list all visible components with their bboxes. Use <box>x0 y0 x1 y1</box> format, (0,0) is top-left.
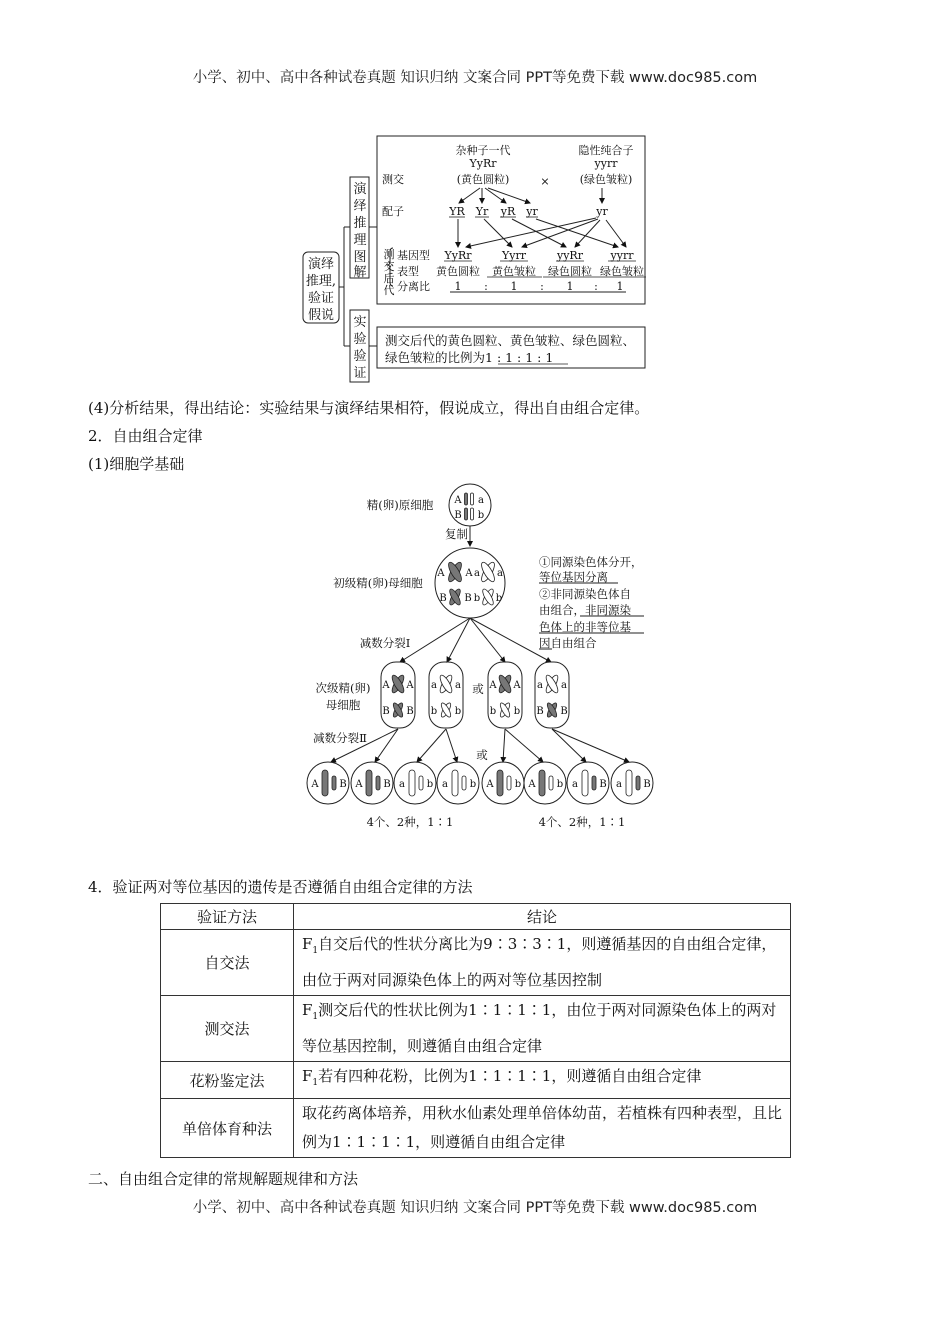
ratio-value: 1 <box>510 280 518 293</box>
note-line: 因自由组合 <box>539 636 597 650</box>
note-line: 等位基因分离 <box>539 570 608 584</box>
gene-label: b <box>426 779 434 790</box>
offspring-phenotype: 黄色皱粒 <box>492 265 536 278</box>
conclusion-text: 测交后代的性状比例为1∶1∶1∶1，由位于两对同源染色体上的两对等位基因控制，则遵循自由组合定律 <box>302 1001 777 1055</box>
parent2-title: 隐性纯合子 <box>578 144 634 157</box>
branch-label: 证 <box>353 366 367 381</box>
meiosis2-label: 减数分裂Ⅱ <box>313 731 367 745</box>
conclusion-text: 取花药离体培养，用秋水仙素处理单倍体幼苗，若植株有四种表型，且比例为1∶1∶1∶1，则遵循自由组合定律 <box>302 1104 783 1151</box>
offspring-phenotype: 绿色圆粒 <box>548 265 592 278</box>
ratio-value: 1 <box>454 280 462 293</box>
gene-label: b <box>514 779 522 790</box>
chromosome-icon <box>592 776 596 790</box>
parent1-phenotype: (黄色圆粒) <box>456 173 510 186</box>
result-label: 4个、2种，1∶1 <box>366 815 454 829</box>
gene-label: B <box>536 706 544 717</box>
offspring-genotype: Yyrr <box>502 249 526 262</box>
gene-label: b <box>454 706 462 717</box>
parent1-genotype: YyRr <box>469 157 497 170</box>
offspring-label: 交 <box>383 260 395 273</box>
gamete: yR <box>500 205 516 218</box>
ratio-sep: : <box>540 280 544 293</box>
or-label: 或 <box>472 682 484 696</box>
offspring-genotype: yyrr <box>610 249 634 262</box>
table-row <box>161 1099 791 1158</box>
gene-label: b <box>556 779 564 790</box>
section-4-title: 4．验证两对等位基因的遗传是否遵循自由组合定律的方法 <box>88 878 473 896</box>
gene-label: A <box>406 680 414 691</box>
chromosome-icon <box>465 508 468 520</box>
verify-text-line2 <box>385 350 553 365</box>
chromosome-icon <box>419 776 423 790</box>
root-label: 假说 <box>307 308 335 323</box>
ratio-sep: : <box>484 280 488 293</box>
f-label: F <box>302 1001 313 1019</box>
conclusion-cell <box>294 1099 791 1158</box>
chromosome-icon <box>322 770 328 796</box>
meiosis1-label: 减数分裂Ⅰ <box>359 636 411 650</box>
gene-label: a <box>616 779 622 790</box>
parent2-phenotype: (绿色皱粒) <box>579 173 633 186</box>
chromosome-icon <box>497 770 503 796</box>
row-label-genotype: 基因型 <box>397 249 430 262</box>
gene-label: b <box>489 706 497 717</box>
gene-label: a <box>474 568 480 579</box>
cross-label: 测交 <box>382 173 404 186</box>
table-header: 验证方法 <box>161 904 294 930</box>
f-subscript: 1 <box>312 1012 319 1022</box>
or-label: 或 <box>476 748 488 762</box>
gene-label: B <box>464 593 472 604</box>
section-2-1-title: (1)细胞学基础 <box>88 455 185 473</box>
root-label: 演绎 <box>307 257 335 272</box>
gene-label: a <box>431 680 437 691</box>
f-subscript: 1 <box>312 946 319 956</box>
chromosome-icon <box>636 776 640 790</box>
gene-label: A <box>465 568 473 579</box>
gene-label: A <box>513 680 521 691</box>
offspring-genotype: yyRr <box>557 249 583 262</box>
gene-label: B <box>382 706 390 717</box>
chromosome-icon <box>549 776 553 790</box>
gene-label: A <box>437 568 445 579</box>
chromosome-icon <box>462 776 466 790</box>
note-line: 由组合，非同源染 <box>539 603 631 617</box>
method-cell: 花粉鉴定法 <box>161 1062 294 1099</box>
gamete: yr <box>596 205 608 218</box>
root-label: 推理, <box>305 274 337 289</box>
offspring-label: 测 <box>383 248 395 261</box>
row-label-ratio: 分离比 <box>397 280 430 293</box>
chromosome-icon <box>507 776 511 790</box>
method-cell: 自交法 <box>161 930 294 996</box>
gamete: Yr <box>475 205 489 218</box>
gene-label: B <box>599 779 607 790</box>
chromosome-icon <box>366 770 372 796</box>
offspring-label: 代 <box>383 284 395 297</box>
chromosome-icon <box>409 770 415 796</box>
gene-label: b <box>495 593 503 604</box>
gene-label: A <box>382 680 390 691</box>
secondary-cell <box>535 662 569 728</box>
offspring-genotype: YyRr <box>444 249 472 262</box>
chromosome-icon <box>376 776 380 790</box>
offspring-phenotype: 黄色圆粒 <box>436 265 480 278</box>
gene-label: B <box>560 706 568 717</box>
page-footer: 小学、初中、高中各种试卷真题 知识归纳 文案合同 PPT等免费下载 www.doc985.com <box>192 1200 758 1216</box>
section-2-title: 2．自由组合定律 <box>88 427 203 445</box>
f-label: F <box>302 1067 313 1085</box>
parent2-genotype: yyrr <box>594 157 618 170</box>
branch-label: 演 <box>353 182 367 197</box>
table-row <box>161 1062 791 1099</box>
gamete: YR <box>449 205 465 218</box>
conclusion-cell <box>294 1062 791 1099</box>
secondary-cell-label: 次级精(卵) <box>315 681 371 695</box>
gene-label: a <box>537 680 543 691</box>
offspring-phenotype: 绿色皱粒 <box>600 265 644 278</box>
gene-label: A <box>489 680 497 691</box>
verify-text-line1: 测交后代的黄色圆粒、黄色皱粒、绿色圆粒、 <box>385 333 636 348</box>
conclusion-text: 自交后代的性状分离比为9∶3∶3∶1，则遵循基因的自由组合定律，由位于两对同源染色体上的两对等位基因控制 <box>302 935 777 989</box>
conclusion-text: 若有四种花粉，比例为1∶1∶1∶1，则遵循自由组合定律 <box>318 1067 702 1085</box>
gene-label: B <box>454 510 462 521</box>
gene-label: A <box>454 495 462 506</box>
gene-label: A <box>486 779 494 790</box>
chromosome-icon <box>471 493 474 505</box>
gene-label: A <box>355 779 363 790</box>
gene-label: b <box>469 779 477 790</box>
secondary-cell <box>488 662 522 728</box>
ratio-sep: : <box>594 280 598 293</box>
table-header: 结论 <box>294 904 791 930</box>
primary-cell <box>435 548 505 618</box>
table-row <box>161 930 791 996</box>
offspring-label: 后 <box>383 272 395 285</box>
gene-label: A <box>311 779 319 790</box>
branch-label: 解 <box>353 265 367 280</box>
f-label: F <box>302 935 313 953</box>
chromosome-icon <box>471 508 474 520</box>
secondary-cell <box>429 662 463 728</box>
chromosome-icon <box>582 770 588 796</box>
replicate-label: 复制 <box>445 527 468 541</box>
ratio-value: 1 <box>566 280 574 293</box>
branch-label: 验 <box>353 349 367 364</box>
result-label: 4个、2种，1∶1 <box>538 815 626 829</box>
parent1-title: 杂种子一代 <box>455 144 511 157</box>
meiosis-diagram <box>0 470 950 840</box>
chromosome-icon <box>539 770 545 796</box>
secondary-cell-label: 母细胞 <box>325 698 361 712</box>
note-line: ②非同源染色体自 <box>539 587 631 601</box>
method-cell: 单倍体育种法 <box>161 1099 294 1158</box>
section-two-title: 二、自由组合定律的常规解题规律和方法 <box>88 1170 359 1188</box>
gene-label: B <box>406 706 414 717</box>
gene-label: a <box>399 779 405 790</box>
gene-label: b <box>513 706 521 717</box>
verification-methods-table <box>160 903 791 1158</box>
gene-label: a <box>455 680 461 691</box>
gamete: yr <box>526 205 538 218</box>
cross-symbol: × <box>540 175 550 188</box>
note-line: 色体上的非等位基 <box>539 620 631 634</box>
gene-label: B <box>383 779 391 790</box>
chromosome-icon <box>626 770 632 796</box>
verify-text: 绿色皱粒的比例为 <box>385 350 486 365</box>
gene-label: b <box>477 510 485 521</box>
gene-label: A <box>528 779 536 790</box>
gene-label: B <box>439 593 447 604</box>
hypothesis-deduction-diagram <box>0 0 950 400</box>
note-line: ①同源染色体分开， <box>539 555 643 569</box>
page-header: 小学、初中、高中各种试卷真题 知识归纳 文案合同 PPT等免费下载 www.doc985.com <box>192 70 758 86</box>
gamete-label: 配子 <box>382 205 404 218</box>
gene-label: b <box>473 593 481 604</box>
gene-label: B <box>643 779 651 790</box>
original-cell-label: 精(卵)原细胞 <box>366 498 434 512</box>
branch-label: 绎 <box>353 199 367 214</box>
primary-cell-label: 初级精(卵)母细胞 <box>333 576 423 590</box>
table-header-row <box>161 904 791 930</box>
branch-label: 验 <box>353 332 367 347</box>
branch-label: 实 <box>353 315 367 330</box>
verify-ratio: 1 : 1 : 1 : 1 <box>485 350 554 365</box>
f-subscript: 1 <box>312 1078 319 1088</box>
paragraph-4: (4)分析结果，得出结论：实验结果与演绎结果相符，假说成立，得出自由组合定律。 <box>88 399 650 417</box>
method-cell: 测交法 <box>161 996 294 1062</box>
branch-label: 推 <box>353 216 367 231</box>
table-row <box>161 996 791 1062</box>
gene-label: B <box>339 779 347 790</box>
gene-label: a <box>572 779 578 790</box>
conclusion-cell <box>294 996 791 1062</box>
chromosome-icon <box>332 776 336 790</box>
gene-label: a <box>442 779 448 790</box>
ratio-value: 1 <box>616 280 624 293</box>
gene-label: a <box>561 680 567 691</box>
branch-label: 图 <box>353 250 367 265</box>
conclusion-cell <box>294 930 791 996</box>
root-label: 验证 <box>307 291 335 306</box>
chromosome-icon <box>465 493 468 505</box>
row-label-phenotype: 表型 <box>397 265 419 278</box>
branch-label: 理 <box>353 233 367 248</box>
gene-label: a <box>478 495 484 506</box>
secondary-cell <box>381 662 415 728</box>
gene-label: b <box>430 706 438 717</box>
chromosome-icon <box>452 770 458 796</box>
gene-label: a <box>497 568 503 579</box>
